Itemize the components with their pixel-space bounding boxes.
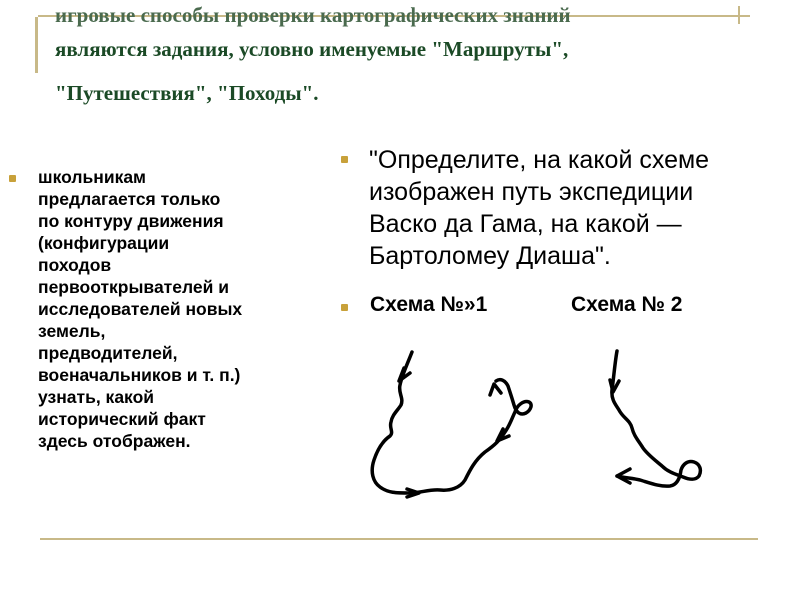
scheme-2-route xyxy=(610,351,700,486)
scheme-1-route xyxy=(372,352,531,497)
quote-bullet-text: "Определите, на какой схеме изображен путь экспедиции Васко да Гама, на какой — Бартоломеу Диаша". xyxy=(369,146,710,270)
bottom-divider-line xyxy=(40,538,758,540)
title-line-2: являются задания, условно именуемые "Маршруты", xyxy=(55,37,569,61)
scheme-1-label: Схема №»1 xyxy=(370,293,488,316)
left-bullet-text: школьникам предлагается только по контуру движения (конфигурации походов первооткрывателей и исследователей новых земель, предводителей, военачальников и т. п.) узнать, какой исторический факт здесь отображен. xyxy=(38,167,243,451)
title-line-3: "Путешествия", "Походы". xyxy=(55,81,319,105)
scheme-2-label: Схема № 2 xyxy=(571,293,683,316)
title-line-1: игровые способы проверки картографических знаний xyxy=(55,3,571,27)
